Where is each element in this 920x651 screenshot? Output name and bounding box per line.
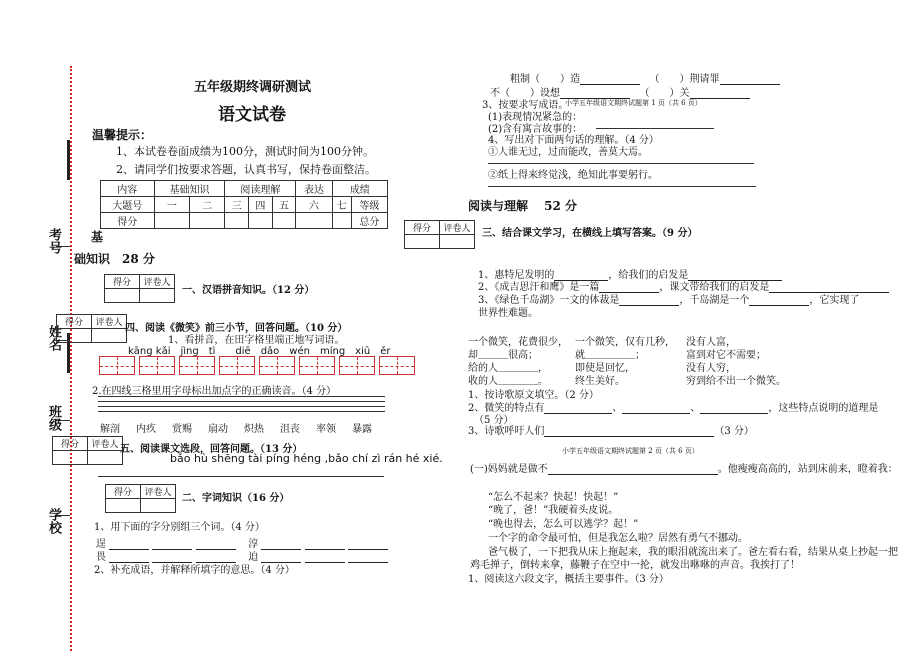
exam-subtitle: 语文试卷 xyxy=(218,105,286,125)
idiom: 不（ ）设想 xyxy=(490,88,560,99)
char: 畏 xyxy=(96,552,106,563)
fill-text: 2、《成吉思汗和鹰》是一篇 xyxy=(478,282,600,293)
side-label-school: 学校 xyxy=(46,508,61,534)
fill-text: 1、惠特尼发明的 xyxy=(478,270,555,281)
story-text: (一)妈妈就是做不 xyxy=(470,464,548,475)
poem-q2-text: ，这些特点说明的道理是 xyxy=(768,403,879,414)
poem-q1: 1、按诗歌原文填空。（2 分） xyxy=(468,390,599,401)
story-line-6: 鸡毛掸子，倒转来拿，藤鞭子在空中一抡，就发出咻咻的声音。我挨打了！ xyxy=(470,560,800,571)
tianzige-cell[interactable] xyxy=(259,356,295,375)
grader-box: 得分 评卷人 xyxy=(105,484,176,513)
tips-title: 温馨提示： xyxy=(92,128,153,142)
word: 解剖 xyxy=(100,424,120,435)
poem-line: 没有人富， xyxy=(686,337,736,348)
q1-title: 一、汉语拼音知识。（12 分） xyxy=(182,285,315,296)
poem-line: 却＿＿＿很高； xyxy=(468,350,538,361)
answer-line xyxy=(596,128,714,129)
tianzige-cell[interactable] xyxy=(339,356,375,375)
poem-q3 xyxy=(468,422,754,437)
section-basic-a: 基 xyxy=(91,230,104,244)
word: 暴露 xyxy=(352,424,372,435)
grader-box: 得分 评卷人 xyxy=(56,314,127,343)
side-label-name: 姓名 xyxy=(46,325,61,351)
word: 赏赐 xyxy=(172,424,192,435)
score-table: 内容 基础知识 阅读理解 表达 成绩 大题号 一 二 三 四 五 六 七 等级 得分 总分 xyxy=(100,180,388,229)
idiom: 粗制（ ）造 xyxy=(510,74,580,85)
poem-line: 富到对它不需要； xyxy=(686,350,766,361)
q3-title-right: 三、结合课文学习，在横线上填写答案。（9 分） xyxy=(482,228,698,239)
section-basic-b: 础知识 28 分 xyxy=(74,252,155,266)
fill-text: 3、《绿色千岛湖》一文的体裁是 xyxy=(478,295,620,306)
page-footer-1: 小学五年级语文期终试题第 1 页（共 6 页） xyxy=(565,99,702,107)
tip-2: 2、请同学们按要求答题，认真书写，保持卷面整洁。 xyxy=(116,163,376,176)
poem-line: 终生美好。 xyxy=(575,376,625,387)
tianzige-grid xyxy=(99,356,415,375)
idiom-line-1 xyxy=(510,70,780,85)
q3-line: 3、按要求写成语。 xyxy=(482,100,569,111)
char: 迫 xyxy=(248,552,259,563)
side-label-exam-no: 考号 xyxy=(46,228,61,254)
poem-col-mid xyxy=(575,336,675,388)
fill-text: ，给我们的启发是 xyxy=(608,270,689,281)
char: 逞 xyxy=(96,539,106,550)
binding-line xyxy=(70,66,72,651)
fill-text: ，千岛湖是一个 xyxy=(679,295,750,306)
exam-title: 五年级期终调研测试 xyxy=(194,80,312,95)
word: 扇动 xyxy=(208,424,228,435)
side-label-class: 班级 xyxy=(46,405,61,431)
poem-line: 没有人穷， xyxy=(686,363,736,374)
word: 沮丧 xyxy=(280,424,300,435)
idiom: （ ）关 xyxy=(639,88,690,99)
word: 率领 xyxy=(316,424,336,435)
words-row xyxy=(100,420,372,435)
poem-q3-text: （3 分） xyxy=(714,426,754,437)
poem-line: 一个微笑，花费很少， xyxy=(468,337,568,348)
story-q1: 1、阅读这六段文字，概括主要事件。（3 分） xyxy=(468,574,669,585)
grader-box: 得分 评卷人 xyxy=(104,274,175,303)
story-line-5: 爸气极了，一下把我从床上拖起来，我的眼泪就流出来了。爸左看右看，结果从桌上抄起一把 xyxy=(488,547,898,558)
q1-sub2: 2.在四线三格里用字母标出加点字的正确读音。（4 分） xyxy=(92,386,337,397)
story-line-2: “晚了，爸！”我硬着头皮说。 xyxy=(488,505,619,516)
answer-line xyxy=(98,476,384,477)
q3-a: (1)表现情况紧急的： xyxy=(488,112,583,123)
idiom: （ ）荆请罪 xyxy=(649,74,720,85)
tianzige-cell[interactable] xyxy=(179,356,215,375)
four-line-grid xyxy=(98,401,385,402)
q4-b: ②纸上得来终觉浅，绝知此事要躬行。 xyxy=(488,170,658,181)
poem-col-right xyxy=(686,336,786,388)
q4-title: 四、阅读《微笑》前三小节，回答问题。（10 分） xyxy=(125,323,348,334)
q4-line: 4、写出对下面两句话的理解。（4 分） xyxy=(488,135,659,146)
q2-title: 二、字词知识（16 分） xyxy=(182,493,290,504)
pinyin-row-2: bǎo hù shēng tài píng héng ,bǎo chí zì rán hé xié. xyxy=(170,452,443,465)
poem-q3-text: 3、诗歌呼吁人们 xyxy=(468,426,545,437)
tianzige-cell[interactable] xyxy=(139,356,175,375)
poem-line: 收的人＿＿＿＿。 xyxy=(468,376,548,387)
fill-3-cont: 世界性难题。 xyxy=(478,308,538,319)
four-line-grid xyxy=(98,406,385,407)
poem-line: 给的人＿＿＿＿， xyxy=(468,363,548,374)
tianzige-cell[interactable] xyxy=(99,356,135,375)
poem-q2-text: 2、微笑的特点有 xyxy=(468,403,545,414)
fill-text: ，它实现了 xyxy=(809,295,860,306)
grader-box: 得分 评卷人 xyxy=(52,436,123,465)
poem-line: 一个微笑，仅有几秒， xyxy=(575,337,675,348)
four-line-grid xyxy=(98,396,385,397)
story-intro xyxy=(470,460,898,475)
story-text: 。他瘦瘦高高的，站到床前来，瞪着我： xyxy=(717,464,898,475)
tianzige-cell[interactable] xyxy=(299,356,335,375)
tianzige-cell[interactable] xyxy=(379,356,415,375)
poem-q2: 2、微笑的特点有 、 、 ，这些特点说明的道理是 xyxy=(468,403,879,414)
answer-line xyxy=(488,186,756,187)
reading-title: 阅读与理解 52 分 xyxy=(468,199,578,213)
poem-line: 就＿＿＿＿＿； xyxy=(575,350,645,361)
q1-sub1: 1、看拼音，在田字格里端正地写词语。 xyxy=(168,335,345,346)
tianzige-cell[interactable] xyxy=(219,356,255,375)
q3-b: (2)含有寓言故事的： xyxy=(488,124,583,135)
char: 淳 xyxy=(248,539,259,550)
tip-1: 1、本试卷卷面成绩为100分，测试时间为100分钟。 xyxy=(116,145,374,158)
poem-line: 即使是回忆， xyxy=(575,363,635,374)
four-line-grid xyxy=(98,411,385,412)
grader-box: 得分 评卷人 xyxy=(404,220,475,249)
poem-line: 穷到给不出一个微笑。 xyxy=(686,376,786,387)
word: 炽热 xyxy=(244,424,264,435)
binding-mark xyxy=(67,140,70,180)
pinyin-row-1: kāng kǎi jìng tì diē dǎo wén míng xiū ěr xyxy=(128,346,391,357)
q5-title: 五、阅读课文选段，回答问题。（13 分） xyxy=(120,444,303,455)
poem-col-left xyxy=(468,336,568,388)
word: 内疚 xyxy=(136,424,156,435)
story-line-4: 一个字的命令最可怕，但是我怎么啦？居然有勇气不挪动。 xyxy=(488,533,748,544)
story-line-3: “晚也得去，怎么可以逃学？起！” xyxy=(488,519,639,530)
page-footer-2: 小学五年级语文期终试题第 2 页（共 6 页） xyxy=(562,447,699,455)
poem-q2-points: （5 分） xyxy=(474,415,514,426)
fill-text: ，课文带给我们的启发是 xyxy=(659,282,770,293)
story-line-1: “怎么不起来？快起！快起！” xyxy=(488,492,619,503)
q4-a: ①人谁无过，过而能改，善莫大焉。 xyxy=(488,147,648,158)
q2-sub2: 2、补充成语，并解释所填字的意思。（4 分） xyxy=(94,565,295,576)
q2-sub1: 1、用下面的字分别组三个词。（4 分） xyxy=(94,522,265,533)
answer-line xyxy=(488,163,754,164)
